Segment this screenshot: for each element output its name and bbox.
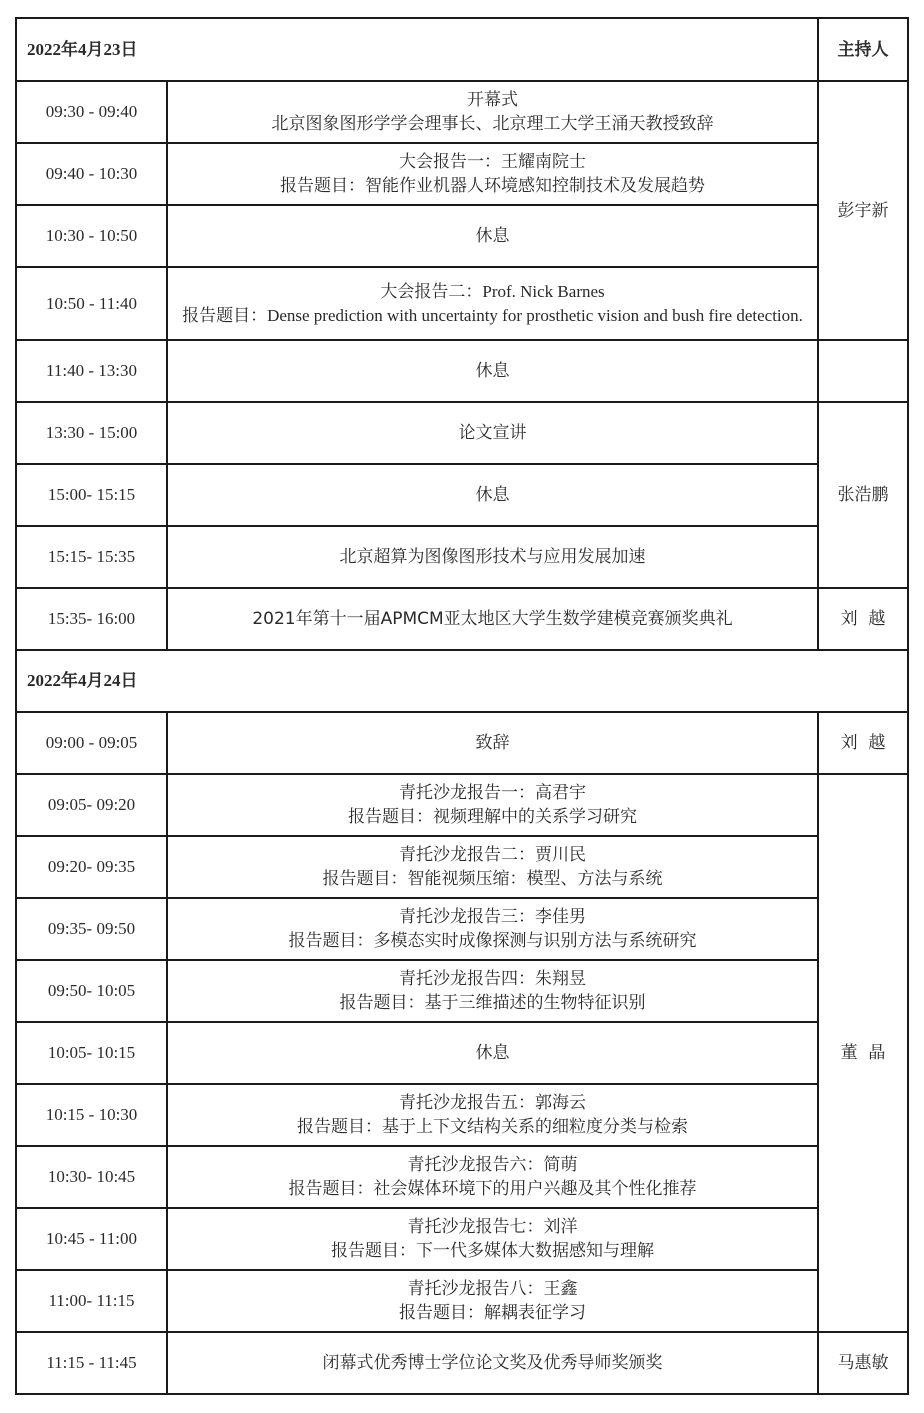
table-row	[16, 143, 908, 205]
table-row	[16, 836, 908, 898]
event-cell	[167, 960, 818, 1022]
time-cell: 09:35- 09:50	[16, 898, 167, 960]
time-cell: 10:30 - 10:50	[16, 205, 167, 267]
time-cell: 10:30- 10:45	[16, 1146, 167, 1208]
host-column-header: 主持人	[818, 18, 908, 81]
table-row	[16, 1332, 908, 1394]
table-row	[16, 588, 908, 650]
table-row	[16, 960, 908, 1022]
event-detail: 报告题目：解耦表征学习	[399, 1303, 586, 1323]
event-cell: 休息	[167, 1022, 818, 1084]
event-detail: 报告题目：Dense prediction with uncertainty for prosthetic vision and bush fire detection.	[182, 305, 803, 325]
event-detail: 北京图象图形学学会理事长、北京理工大学王涌天教授致辞	[271, 114, 714, 134]
time-cell: 10:50 - 11:40	[16, 267, 167, 340]
time-cell: 09:50- 10:05	[16, 960, 167, 1022]
table-row	[16, 464, 908, 526]
host-cell: 张浩鹏	[818, 402, 908, 588]
event-title: 青托沙龙报告一：高君宇	[399, 783, 586, 803]
table-row	[16, 1084, 908, 1146]
time-cell: 09:00 - 09:05	[16, 712, 167, 774]
time-cell: 09:20- 09:35	[16, 836, 167, 898]
host-cell: 刘 越	[818, 588, 908, 650]
event-cell	[167, 836, 818, 898]
table-row	[16, 774, 908, 836]
day1-header-row	[16, 18, 908, 81]
time-cell: 09:30 - 09:40	[16, 81, 167, 143]
day2-date: 2022年4月24日	[16, 650, 908, 712]
event-cell: 论文宣讲	[167, 402, 818, 464]
time-cell: 09:40 - 10:30	[16, 143, 167, 205]
time-cell: 11:15 - 11:45	[16, 1332, 167, 1394]
table-row	[16, 1270, 908, 1332]
host-cell: 马惠敏	[818, 1332, 908, 1394]
day2-header-row	[16, 650, 908, 712]
table-row	[16, 712, 908, 774]
table-row	[16, 1022, 908, 1084]
event-cell: 北京超算为图像图形技术与应用发展加速	[167, 526, 818, 588]
event-title: 青托沙龙报告六：简萌	[407, 1155, 578, 1175]
table-row	[16, 205, 908, 267]
table-row	[16, 898, 908, 960]
event-title: 青托沙龙报告七：刘洋	[407, 1217, 578, 1237]
host-cell: 刘 越	[818, 712, 908, 774]
time-cell: 10:45 - 11:00	[16, 1208, 167, 1270]
table-row	[16, 340, 908, 402]
time-cell: 11:00- 11:15	[16, 1270, 167, 1332]
event-title: 青托沙龙报告八：王鑫	[407, 1279, 578, 1299]
event-cell: 休息	[167, 205, 818, 267]
table-row	[16, 1146, 908, 1208]
event-cell	[167, 267, 818, 340]
event-title: 大会报告二：Prof. Nick Barnes	[380, 281, 605, 301]
time-cell: 10:15 - 10:30	[16, 1084, 167, 1146]
table-row	[16, 526, 908, 588]
table-row	[16, 402, 908, 464]
time-cell: 13:30 - 15:00	[16, 402, 167, 464]
event-detail: 报告题目：基于三维描述的生物特征识别	[339, 993, 646, 1013]
event-cell	[167, 774, 818, 836]
host-cell: 彭宇新	[818, 81, 908, 340]
event-title: 大会报告一：王耀南院士	[399, 152, 586, 172]
event-detail: 报告题目：下一代多媒体大数据感知与理解	[331, 1241, 654, 1261]
event-cell: 休息	[167, 340, 818, 402]
host-cell-empty	[818, 340, 908, 402]
schedule-table	[15, 17, 909, 1395]
event-cell: 休息	[167, 464, 818, 526]
event-title: 青托沙龙报告二：贾川民	[399, 845, 586, 865]
host-cell: 董 晶	[818, 774, 908, 1332]
event-cell: 2021年第十一届APMCM亚太地区大学生数学建模竞赛颁奖典礼	[167, 588, 818, 650]
time-cell: 09:05- 09:20	[16, 774, 167, 836]
event-detail: 报告题目：社会媒体环境下的用户兴趣及其个性化推荐	[288, 1179, 697, 1199]
time-cell: 15:35- 16:00	[16, 588, 167, 650]
time-cell: 10:05- 10:15	[16, 1022, 167, 1084]
event-title: 开幕式	[467, 90, 518, 110]
time-cell: 15:00- 15:15	[16, 464, 167, 526]
time-cell: 11:40 - 13:30	[16, 340, 167, 402]
event-detail: 报告题目：智能作业机器人环境感知控制技术及发展趋势	[280, 176, 705, 196]
event-title: 青托沙龙报告五：郭海云	[399, 1093, 586, 1113]
event-detail: 报告题目：智能视频压缩：模型、方法与系统	[322, 869, 663, 889]
table-row	[16, 267, 908, 340]
time-cell: 15:15- 15:35	[16, 526, 167, 588]
event-cell: 闭幕式优秀博士学位论文奖及优秀导师奖颁奖	[167, 1332, 818, 1394]
event-title: 青托沙龙报告三：李佳男	[399, 907, 586, 927]
event-cell	[167, 898, 818, 960]
table-row	[16, 1208, 908, 1270]
event-cell	[167, 1270, 818, 1332]
event-cell	[167, 1146, 818, 1208]
event-cell: 致辞	[167, 712, 818, 774]
event-detail: 报告题目：视频理解中的关系学习研究	[348, 807, 637, 827]
event-cell	[167, 143, 818, 205]
event-cell	[167, 1084, 818, 1146]
table-row	[16, 81, 908, 143]
event-detail: 报告题目：多模态实时成像探测与识别方法与系统研究	[288, 931, 697, 951]
event-title: 青托沙龙报告四：朱翔昱	[399, 969, 586, 989]
event-detail: 报告题目：基于上下文结构关系的细粒度分类与检索	[297, 1117, 688, 1137]
event-cell	[167, 1208, 818, 1270]
day1-date: 2022年4月23日	[16, 18, 818, 81]
event-cell	[167, 81, 818, 143]
